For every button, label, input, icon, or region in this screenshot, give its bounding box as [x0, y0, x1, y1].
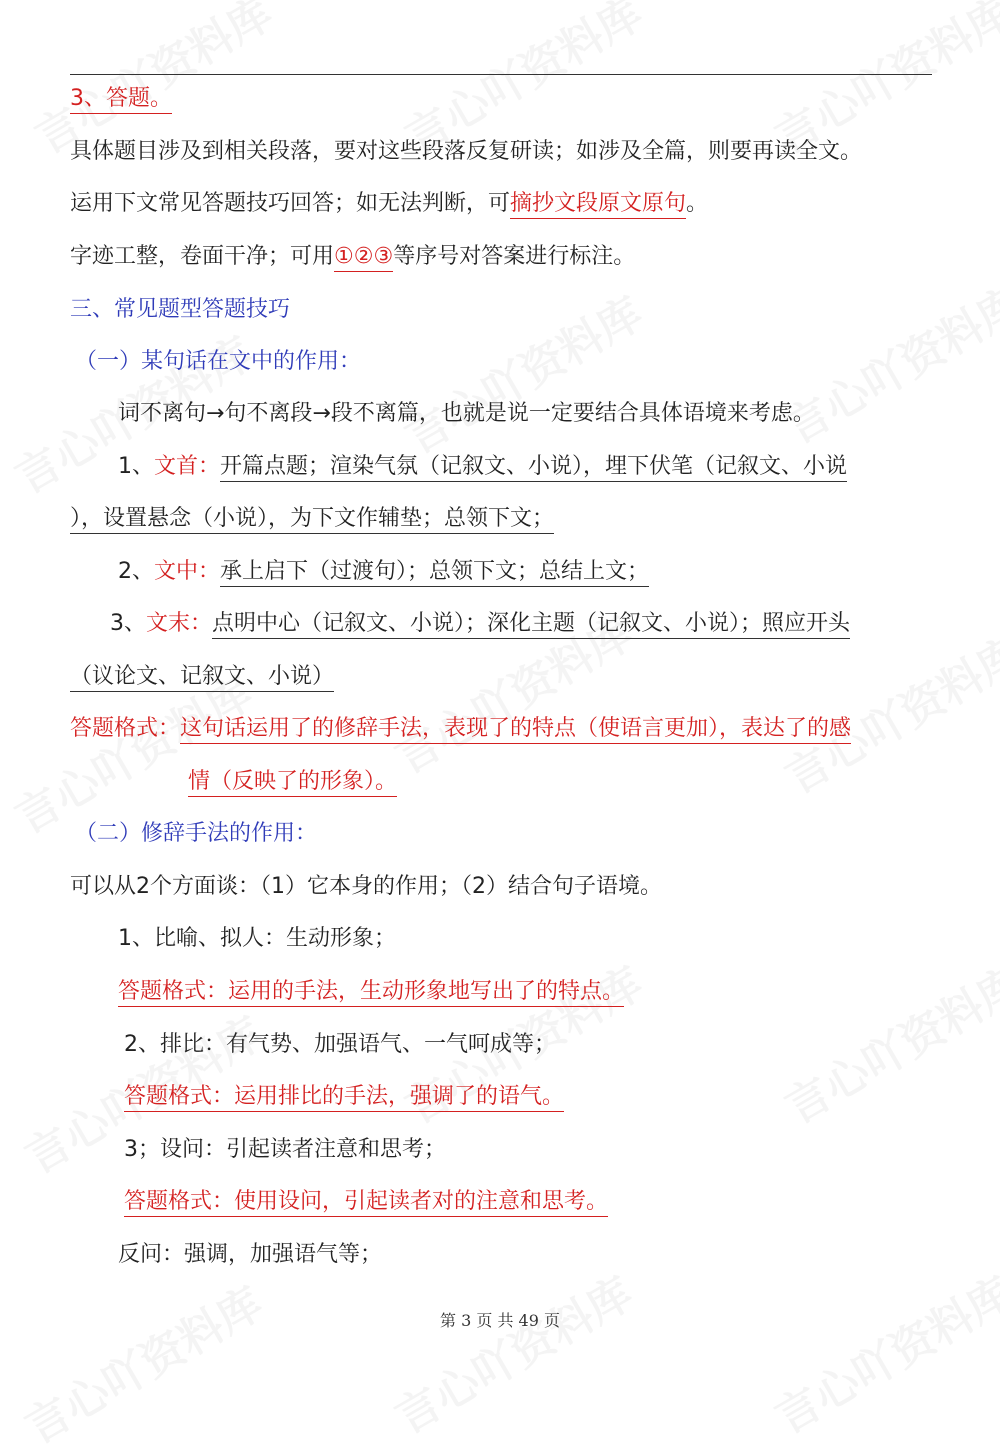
- highlight-text: ①②③: [334, 244, 393, 272]
- watermark: [12, 1268, 273, 1455]
- paragraph: 运用下文常见答题技巧回答；如无法判断，可摘抄文段原文原句。: [70, 189, 708, 219]
- answer-format: 答题格式：运用的手法，生动形象地写出了的特点。: [118, 977, 624, 1007]
- list-item: 1、比喻、拟人：生动形象；: [118, 926, 396, 951]
- list-item: 1、文首：开篇点题；渲染气氛（记叙文、小说），埋下伏笔（记叙文、小说: [118, 452, 847, 482]
- answer-format: 答题格式：运用排比的手法，强调了的语气。: [124, 1082, 564, 1112]
- list-item-continuation: ），设置悬念（小说），为下文作辅垫；总领下文；: [70, 504, 554, 534]
- watermark: [382, 1258, 643, 1445]
- list-item-continuation: （议论文、记叙文、小说）: [70, 662, 334, 692]
- answer-format: 答题格式：使用设问，引起读者对的注意和思考。: [124, 1187, 608, 1217]
- paragraph: 词不离句→句不离段→段不离篇，也就是说一定要结合具体语境来考虑。: [118, 401, 815, 426]
- watermark: [392, 278, 653, 465]
- list-item: 2、排比：有气势、加强语气、一气呵成等；: [124, 1032, 556, 1057]
- watermark: [772, 948, 1000, 1135]
- page-number: 第 3 页 共 49 页: [440, 1311, 560, 1330]
- watermark: [772, 618, 1000, 805]
- section-title: 三、常见题型答题技巧: [70, 297, 291, 322]
- heading-answer-text: 3、答题。: [70, 86, 172, 114]
- list-item: 3；设问：引起读者注意和思考；: [124, 1137, 446, 1162]
- subsection-title: （二）修辞手法的作用：: [75, 821, 318, 846]
- paragraph: 可以从2个方面谈：（1）它本身的作用；（2）结合句子语境。: [70, 874, 662, 899]
- answer-format-continuation: 情（反映了的形象）。: [188, 767, 397, 797]
- heading-answer: [70, 84, 172, 114]
- list-item: 2、文中：承上启下（过渡句）；总领下文；总结上文；: [118, 557, 649, 587]
- watermark: [762, 1258, 1000, 1445]
- answer-format: 答题格式：这句话运用了的修辞手法，表现了的特点（使语言更加），表达了的感: [70, 714, 851, 744]
- subsection-title: （一）某句话在文中的作用：: [75, 349, 362, 374]
- paragraph: 字迹工整，卷面干净；可用①②③等序号对答案进行标注。: [70, 242, 635, 272]
- list-item: 反问：强调，加强语气等；: [118, 1242, 383, 1267]
- header-rule: [70, 74, 932, 75]
- highlight-text: 摘抄文段原文原句: [510, 191, 686, 219]
- list-item: 3、文末：点明中心（记叙文、小说）；深化主题（记叙文、小说）；照应开头: [110, 609, 850, 639]
- paragraph: 具体题目涉及到相关段落，要对这些段落反复研读；如涉及全篇，则要再读全文。: [70, 139, 863, 164]
